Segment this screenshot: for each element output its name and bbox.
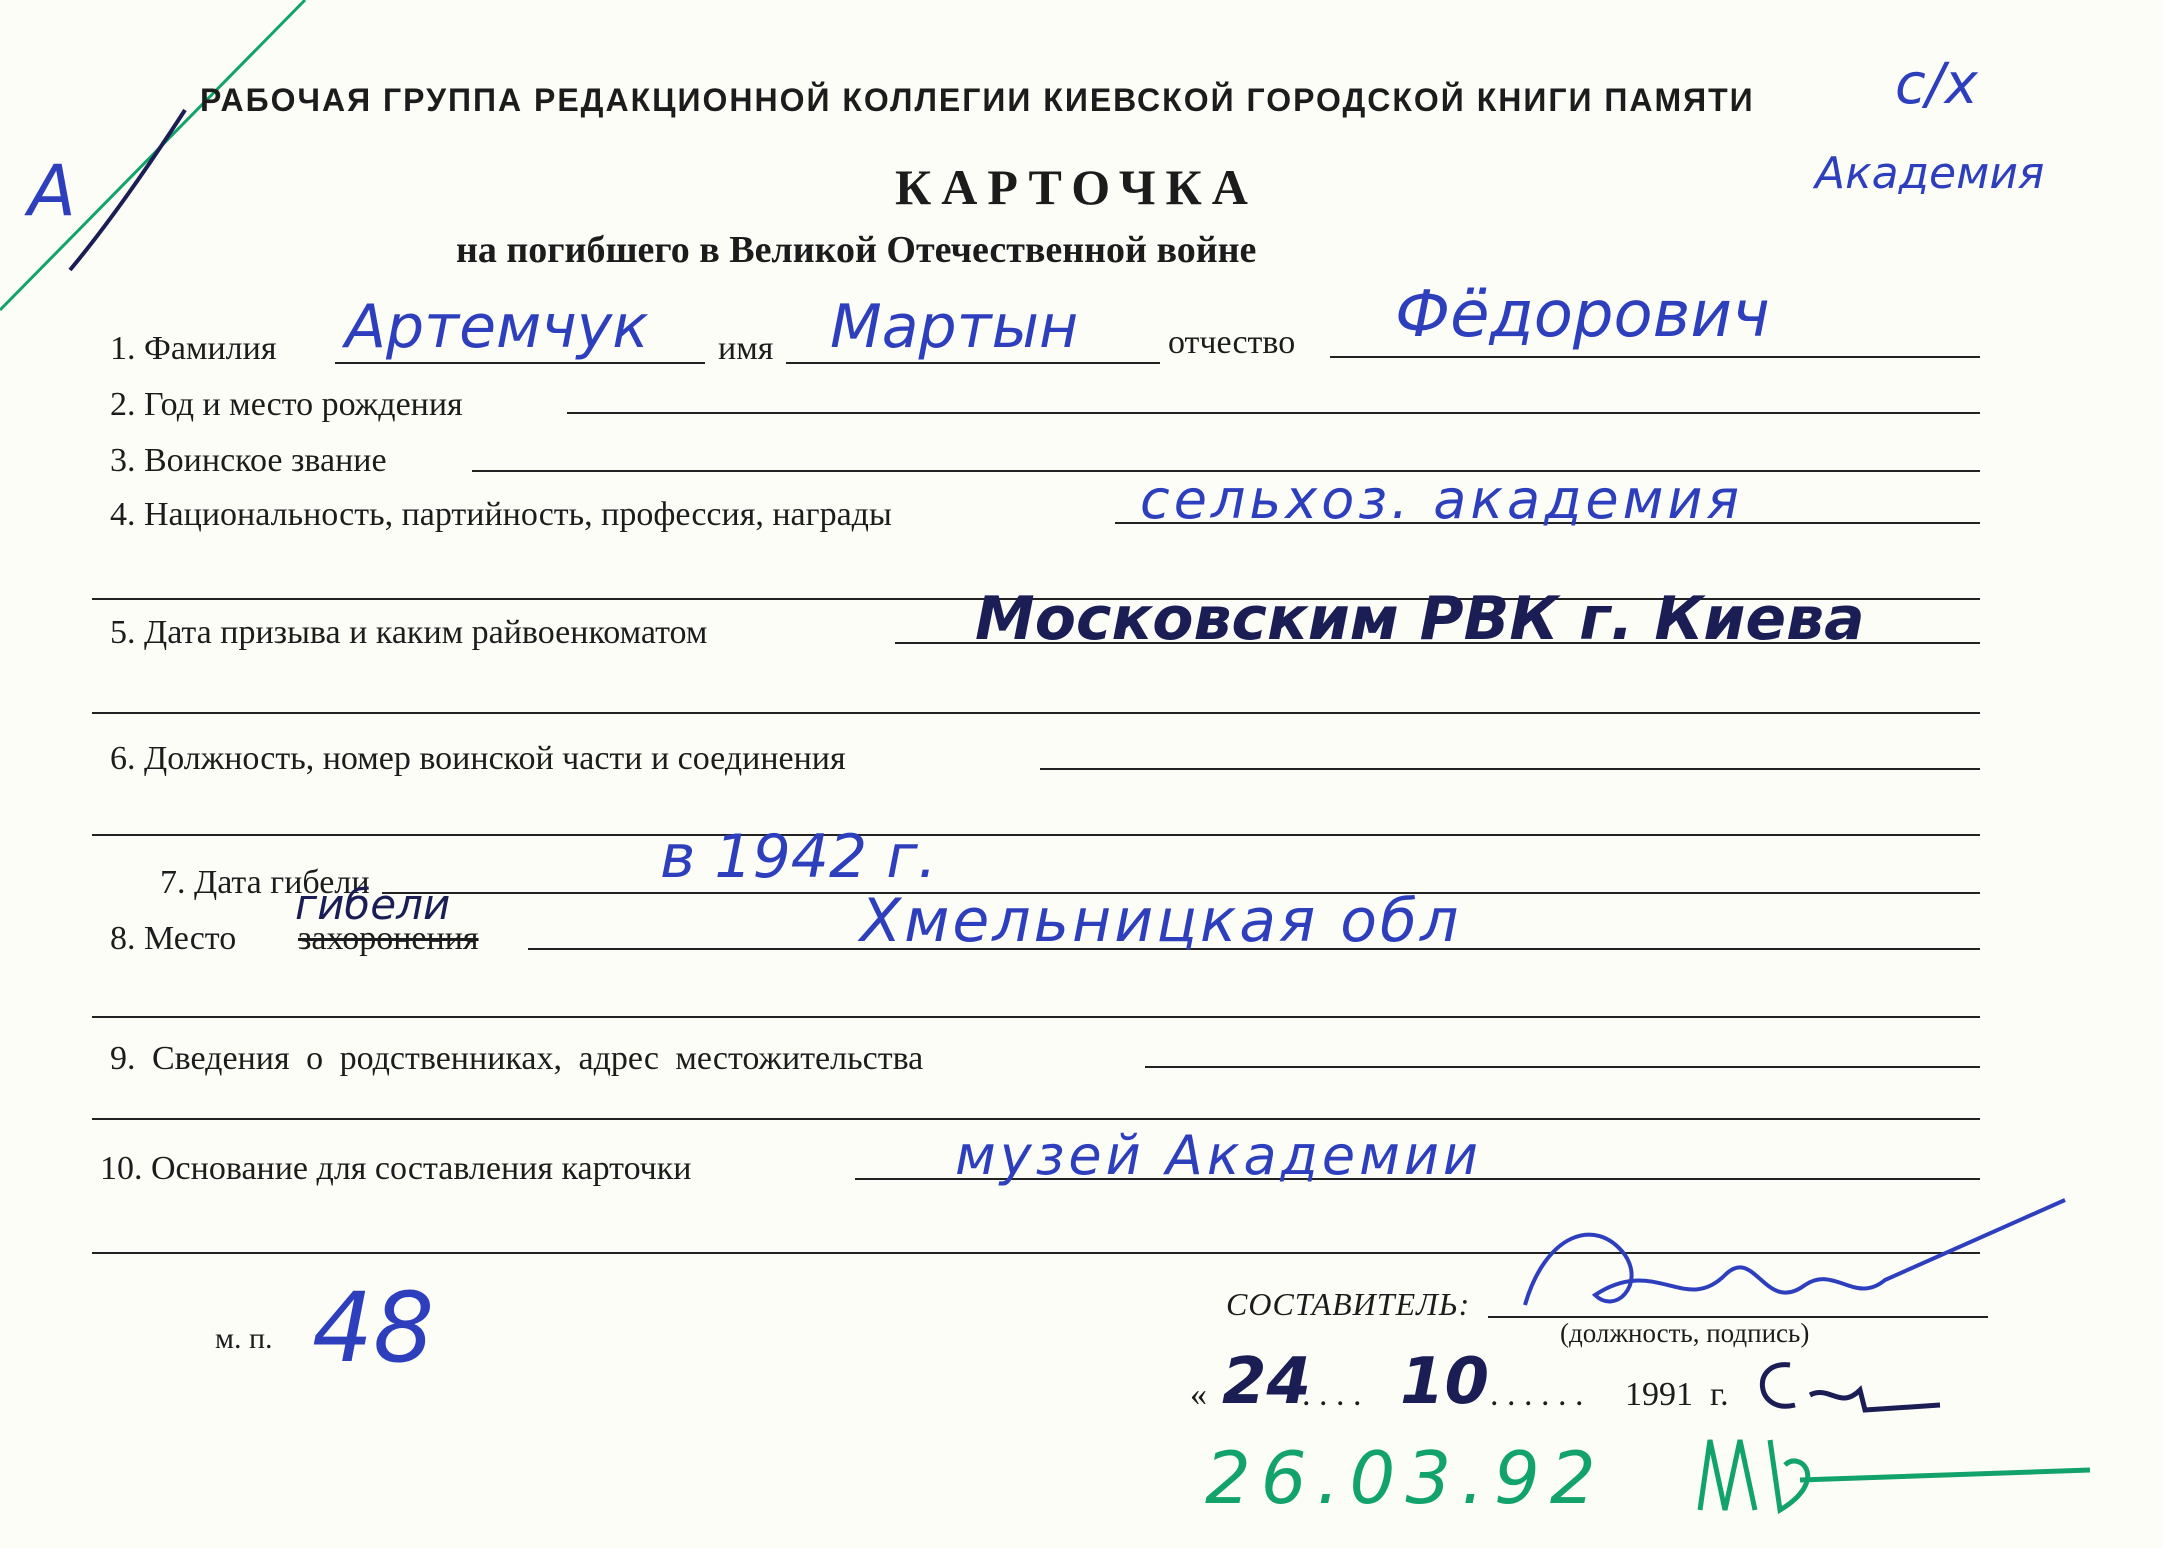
field-4-label: 4. Национальность, партийность, профессия, награды bbox=[110, 496, 892, 533]
second-date: 26.03.92 bbox=[1205, 1436, 1606, 1520]
date-month: 10 bbox=[1400, 1345, 1490, 1419]
field-9-line bbox=[1145, 1066, 1980, 1068]
compiler-signature bbox=[1505, 1195, 2085, 1335]
field-3-label: 3. Воинское звание bbox=[110, 442, 387, 479]
field-9-extra-line bbox=[92, 1118, 1980, 1120]
field-10-label: 10. Основание для составления карточки bbox=[100, 1150, 692, 1187]
field-1-name-line bbox=[786, 362, 1160, 364]
date-day: 24 bbox=[1222, 1345, 1312, 1419]
field-7-value: в 1942 г. bbox=[660, 822, 937, 892]
field-1-patronymic-label: отчество bbox=[1168, 324, 1296, 361]
field-7-label: 7. Дата гибели bbox=[160, 864, 370, 901]
field-6-line bbox=[1040, 768, 1980, 770]
stamp-label: м. п. bbox=[215, 1322, 273, 1355]
field-1-name-value: Мартын bbox=[830, 292, 1079, 362]
field-8-struck-word: захоронения bbox=[298, 920, 479, 957]
field-5-extra-line bbox=[92, 712, 1980, 714]
corner-letter: А bbox=[28, 150, 76, 232]
compiler-label: СОСТАВИТЕЛЬ: bbox=[1226, 1286, 1471, 1322]
field-1-name-label: имя bbox=[718, 330, 774, 367]
stamp-number: 48 bbox=[312, 1272, 435, 1384]
field-8-label-number: 8. Место bbox=[110, 920, 237, 957]
date-initials bbox=[1750, 1345, 1950, 1425]
date-year: 1991 bbox=[1625, 1376, 1693, 1413]
card-subtitle: на погибшего в Великой Отечественной войне bbox=[456, 229, 1257, 271]
date-suffix: г. bbox=[1710, 1376, 1729, 1413]
field-1-surname-label: 1. Фамилия bbox=[110, 330, 277, 367]
field-6-extra-line bbox=[92, 834, 1980, 836]
date-dots-2: . . . . . . bbox=[1490, 1376, 1584, 1413]
field-9-label: 9. Сведения о родственниках, адрес местожительства bbox=[110, 1040, 924, 1077]
date-open-quote: « bbox=[1190, 1376, 1207, 1413]
field-6-label: 6. Должность, номер воинской части и соединения bbox=[110, 740, 846, 777]
field-8-correction: гибели bbox=[295, 880, 451, 929]
field-10-value: музей Академии bbox=[955, 1124, 1483, 1187]
top-right-code: с/х bbox=[1895, 52, 1978, 117]
field-8-value: Хмельницкая обл bbox=[860, 886, 1462, 956]
date-dots-1: . . . . bbox=[1302, 1376, 1362, 1413]
second-date-initials bbox=[1690, 1420, 2110, 1530]
top-right-note: Академия bbox=[1815, 148, 2045, 199]
field-2-line bbox=[567, 412, 1980, 414]
field-8-extra-line bbox=[92, 1016, 1980, 1018]
field-1-surname-value: Артемчук bbox=[345, 292, 649, 362]
corner-strokes bbox=[0, 0, 320, 320]
field-1-patronymic-value: Фёдорович bbox=[1395, 278, 1770, 352]
card-title: КАРТОЧКА bbox=[895, 159, 1258, 215]
field-1-patronymic-line bbox=[1330, 356, 1980, 358]
field-5-label: 5. Дата призыва и каким райвоенкоматом bbox=[110, 614, 708, 651]
compiler-hint: (должность, подпись) bbox=[1560, 1318, 1810, 1348]
header-organization: РАБОЧАЯ ГРУППА РЕДАКЦИОННОЙ КОЛЛЕГИИ КИЕВСКОЙ ГОРОДСКОЙ КНИГИ ПАМЯТИ bbox=[200, 82, 1755, 118]
field-5-value: Московским РВК г. Киева bbox=[975, 584, 1865, 654]
field-1-surname-line bbox=[335, 362, 705, 364]
field-2-label: 2. Год и место рождения bbox=[110, 386, 463, 423]
field-4-value: сельхоз. академия bbox=[1140, 468, 1743, 531]
